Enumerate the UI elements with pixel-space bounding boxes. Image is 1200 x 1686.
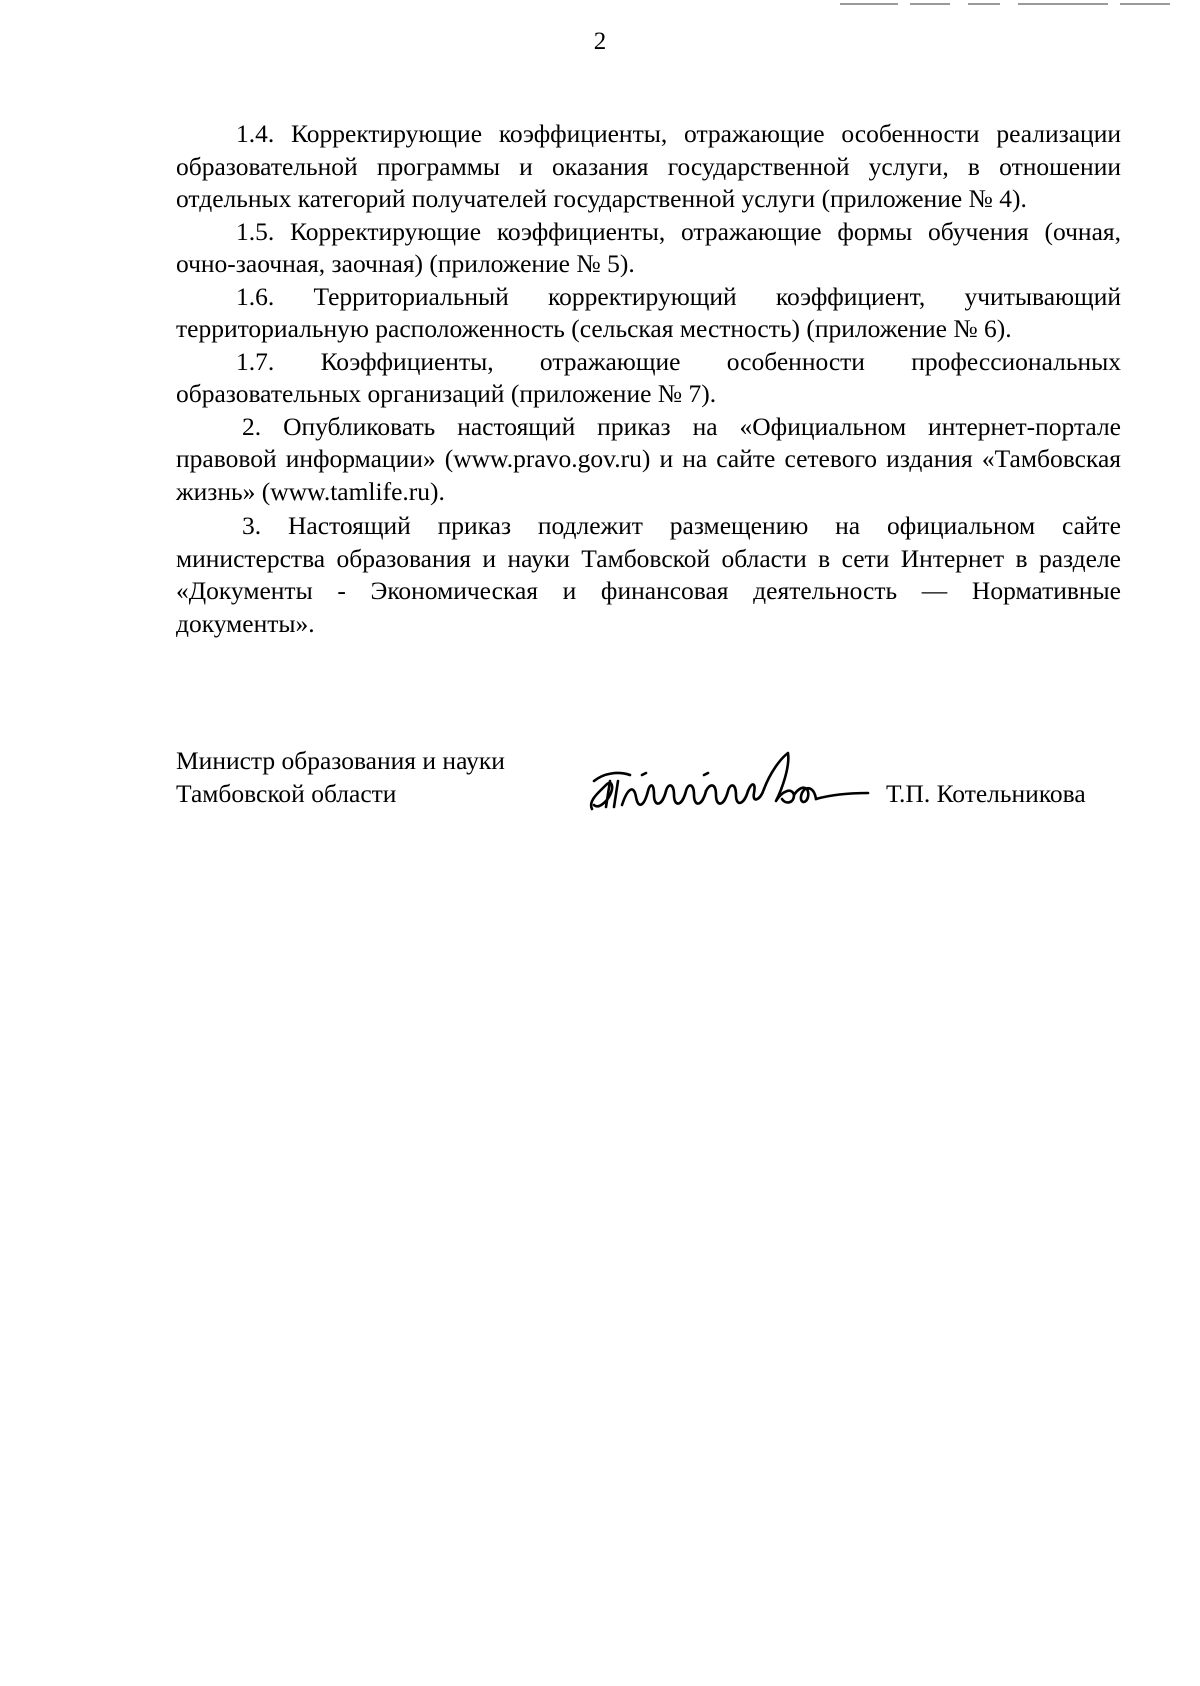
signature-block [176, 745, 1121, 825]
handwritten-signature [584, 735, 874, 820]
signer-position-line-2: Тамбовской области [176, 779, 397, 808]
signer-position-line-1: Министр образования и науки [176, 746, 505, 775]
document-body [176, 118, 1121, 640]
paragraph-1-5: 1.5. Корректирующие коэффициенты, отражающие формы обучения (очная, очно-заочная, заочная) (приложение № 5). [176, 216, 1121, 278]
paragraph-1-7: 1.7. Коэффициенты, отражающие особенности профессиональных образовательных организаций (приложение № 7). [176, 346, 1121, 408]
paragraph-1-6: 1.6. Территориальный корректирующий коэффициент, учитывающий территориальную расположенность (сельская местность) (приложение № 6). [176, 281, 1121, 343]
scan-artifact [840, 3, 1170, 7]
signer-name: Т.П. Котельникова [886, 779, 1086, 808]
paragraph-2: 2. Опубликовать настоящий приказ на «Официальном интернет-портале правовой информации» (www.pravo.gov.ru) и на сайте сетевого издания «Тамбовская жизнь» (www.tamlife.ru). [176, 411, 1121, 506]
paragraph-1-4: 1.4. Корректирующие коэффициенты, отражающие особенности реализации образовательной программы и оказания государственной услуги, в отношении отдельных категорий получателей государственной услуги (приложение № 4). [176, 119, 1121, 213]
paragraph-3: 3. Настоящий приказ подлежит размещению на официальном сайте министерства образования и науки Тамбовской области в сети Интернет в разделе «Документы - Экономическая и финансовая деятельность — Нормативные документы». [176, 511, 1121, 638]
page-number: 2 [593, 28, 607, 55]
